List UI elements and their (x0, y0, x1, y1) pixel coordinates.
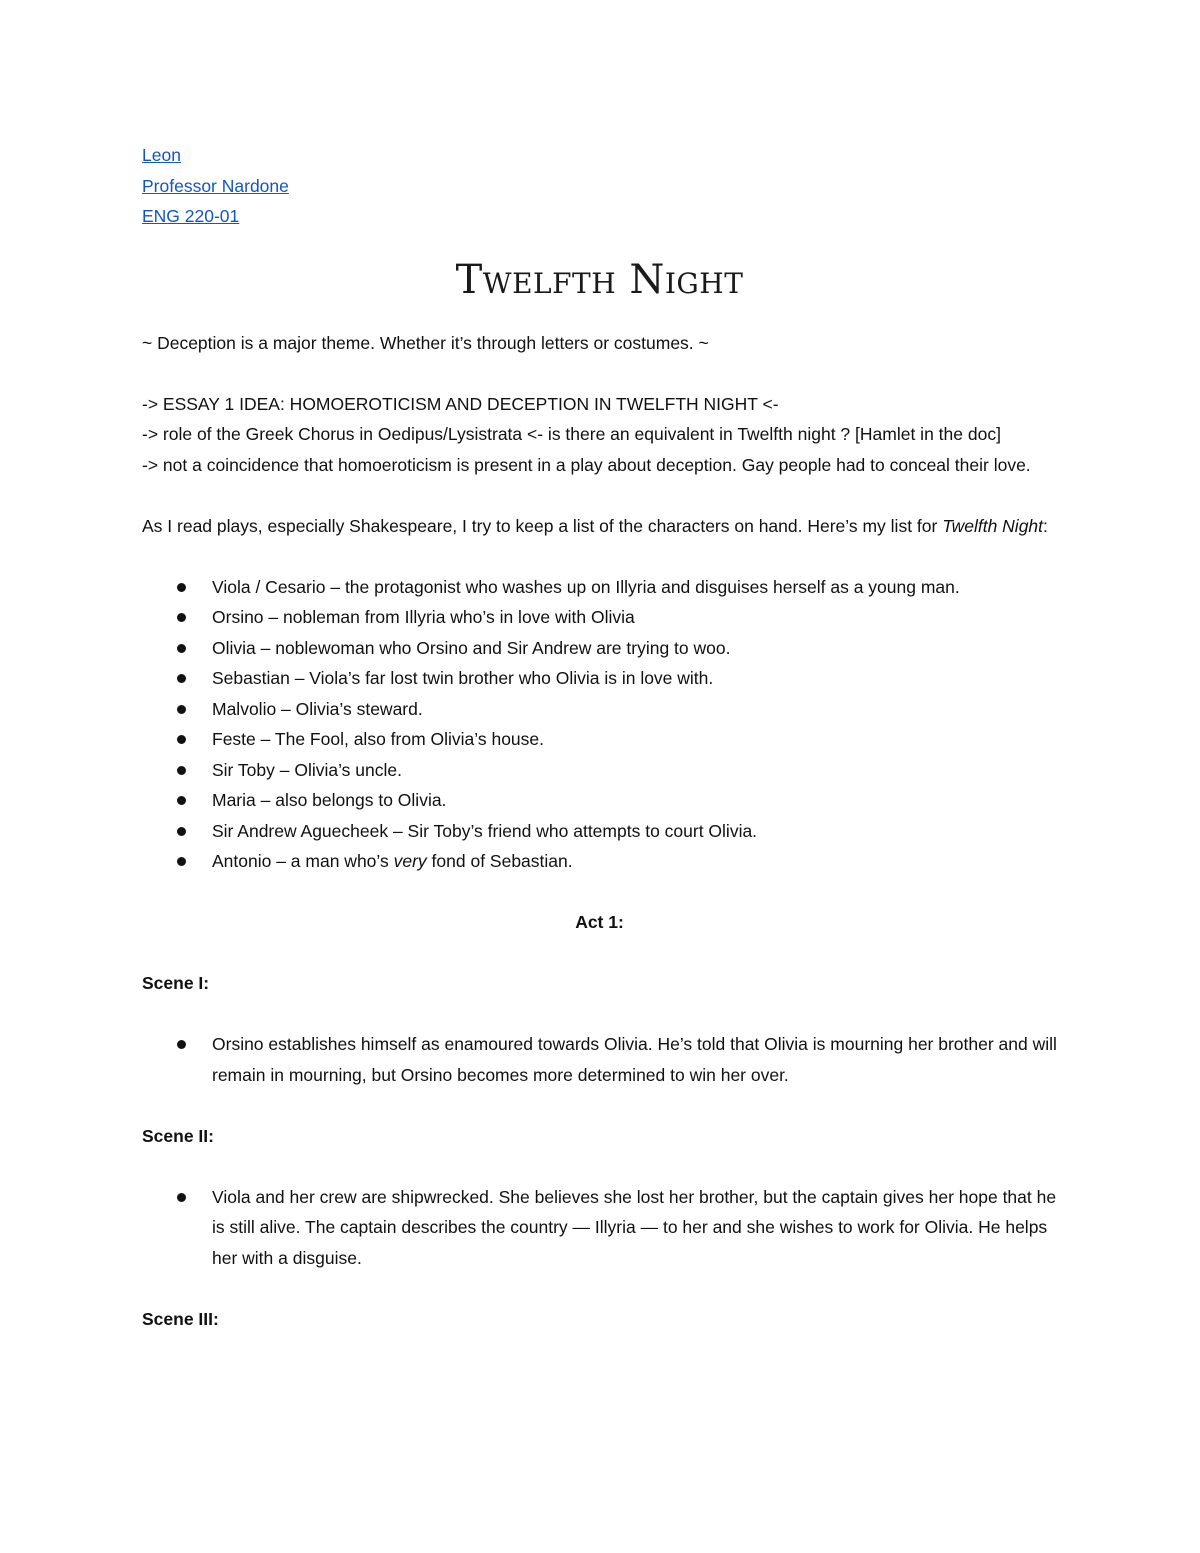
list-item (212, 724, 1057, 755)
bullet-icon (177, 827, 186, 836)
bullet-icon (177, 613, 186, 622)
document-page (142, 140, 1057, 1334)
character-entry: Olivia – noblewoman who Orsino and Sir Andrew are trying to woo. (212, 637, 731, 658)
spacer (142, 1273, 1057, 1304)
bullet-icon (177, 735, 186, 744)
character-entry-before: Antonio – a man who’s (212, 851, 394, 871)
bullet-icon (177, 583, 186, 592)
list-item (212, 846, 1057, 877)
spacer (142, 1090, 1057, 1121)
list-item (212, 694, 1057, 725)
scene-heading: Scene I: (142, 973, 210, 993)
list-item (212, 572, 1057, 603)
greek-chorus-note: -> role of the Greek Chorus in Oedipus/Lysistrata <- is there an equivalent in Twelfth night ? [Hamlet in the doc] (142, 424, 1001, 444)
scene-summary: Orsino establishes himself as enamoured towards Olivia. He’s told that Olivia is mourning her brother and will remain in mourning, but Orsino becomes more determined to win her over. (212, 1034, 1057, 1085)
spacer (142, 877, 1057, 908)
theme-note: ~ Deception is a major theme. Whether it’s through letters or costumes. ~ (142, 332, 709, 353)
list-item (212, 816, 1057, 847)
homoeroticism-note: -> not a coincidence that homoeroticism is present in a play about deception. Gay people had to conceal their love. (142, 454, 1031, 475)
scene-heading: Scene III: (142, 1308, 219, 1329)
document-header (142, 140, 1057, 232)
spacer (142, 1151, 1057, 1182)
bullet-icon (177, 796, 186, 805)
bullet-icon (177, 766, 186, 775)
intro-suffix: : (1043, 515, 1048, 536)
spacer (142, 358, 1057, 389)
document-title: Twelfth Night (455, 256, 744, 303)
spacer (142, 480, 1057, 511)
bullet-icon (177, 705, 186, 714)
scene-heading: Scene II: (142, 1125, 214, 1146)
list-item (212, 663, 1057, 694)
list-item (212, 602, 1057, 633)
spacer (142, 938, 1057, 969)
list-item (212, 1182, 1057, 1274)
intro-text: As I read plays, especially Shakespeare, I try to keep a list of the characters on hand. Here’s my list for (142, 515, 943, 536)
scene-summary: Viola and her crew are shipwrecked. She believes she lost her brother, but the captain gives her hope that he is still alive. The captain describes the country — Illyria — to her and she wishes to work for Olivia. He helps her with a disguise. (212, 1186, 1057, 1268)
character-entry: Sir Andrew Aguecheek – Sir Toby’s friend who attempts to court Olivia. (212, 820, 758, 841)
intro-italic-title: Twelfth Night (942, 515, 1044, 536)
character-entry-italic: very (393, 851, 427, 871)
list-item (212, 785, 1057, 816)
intro-paragraph (142, 511, 1057, 542)
spacer (142, 999, 1057, 1030)
character-entry: Maria – also belongs to Olivia. (212, 790, 447, 810)
bullet-icon (177, 674, 186, 683)
bullet-icon (177, 644, 186, 653)
spacer (142, 541, 1057, 572)
character-entry: Feste – The Fool, also from Olivia’s house. (212, 729, 545, 749)
list-item (212, 755, 1057, 786)
character-entry: Viola / Cesario – the protagonist who washes up on Illyria and disguises herself as a young man. (212, 576, 960, 597)
character-entry: Malvolio – Olivia’s steward. (212, 698, 423, 719)
scene-summary-list (142, 1182, 1057, 1274)
character-list (142, 572, 1057, 877)
bullet-icon (177, 1193, 186, 1202)
essay-idea: -> ESSAY 1 IDEA: HOMOEROTICISM AND DECEPTION IN TWELFTH NIGHT <- (142, 393, 779, 414)
list-item (212, 633, 1057, 664)
course-link[interactable]: ENG 220-01 (142, 206, 240, 226)
list-item (212, 1029, 1057, 1090)
character-entry: Sir Toby – Olivia’s uncle. (212, 759, 402, 780)
bullet-icon (177, 1040, 186, 1049)
character-entry: Orsino – nobleman from Illyria who’s in love with Olivia (212, 607, 635, 627)
author-link[interactable]: Leon (142, 145, 181, 165)
bullet-icon (177, 857, 186, 866)
scene-summary-list (142, 1029, 1057, 1090)
act-heading: Act 1: (575, 912, 624, 932)
character-entry-after: fond of Sebastian. (426, 851, 573, 871)
character-entry: Sebastian – Viola’s far lost twin brother who Olivia is in love with. (212, 668, 714, 688)
professor-link[interactable]: Professor Nardone (142, 175, 289, 196)
